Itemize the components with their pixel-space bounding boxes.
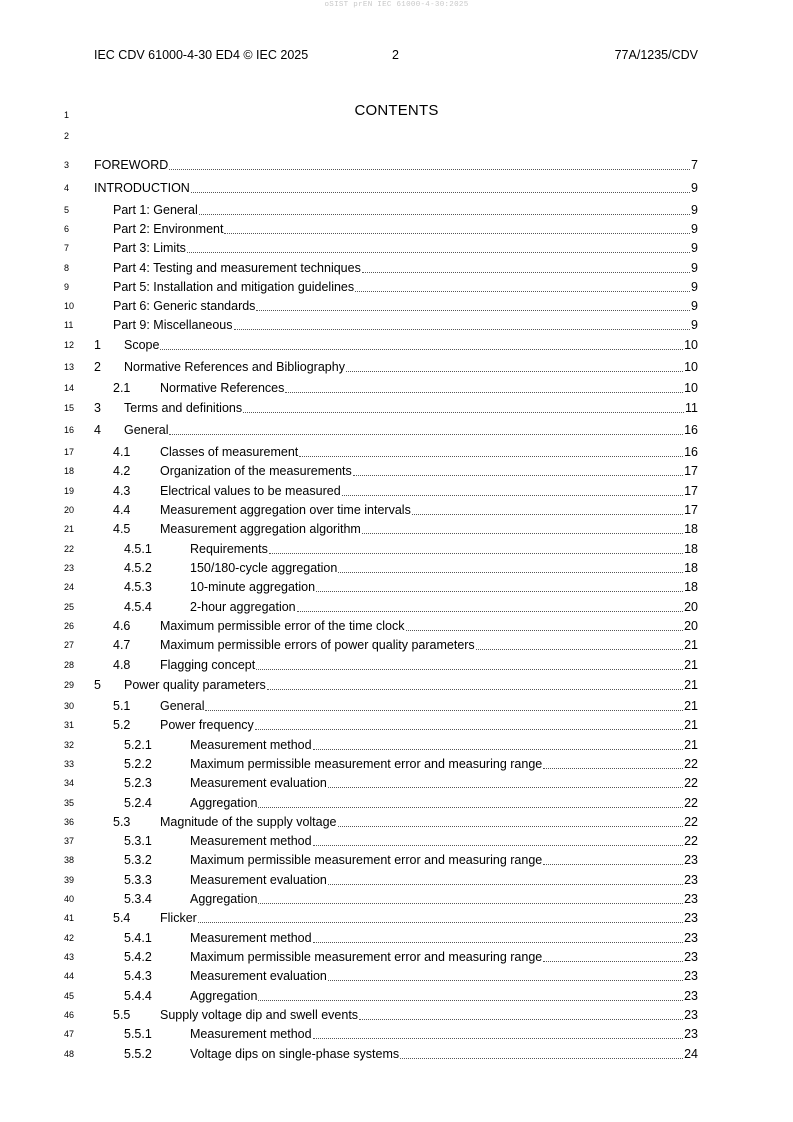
toc-leader-dots: [258, 891, 683, 904]
line-number: 11: [64, 320, 74, 330]
toc-title: Supply voltage dip and swell events: [160, 1008, 359, 1022]
toc-title: Aggregation: [190, 892, 258, 906]
toc-page-number: 17: [684, 503, 698, 517]
toc-page-number: 16: [684, 445, 698, 459]
toc-entry[interactable]: [0, 202, 793, 218]
toc-entry[interactable]: [0, 560, 793, 576]
toc-leader-dots: [267, 677, 683, 690]
line-number: 16: [64, 425, 75, 435]
toc-page-number: 23: [684, 931, 698, 945]
toc-page-number: 22: [684, 796, 698, 810]
toc-entry[interactable]: [0, 1046, 793, 1062]
toc-page-number: 18: [684, 561, 698, 575]
toc-entry[interactable]: [0, 317, 793, 333]
toc-leader-dots: [255, 717, 683, 730]
line-number: 18: [64, 466, 75, 476]
toc-section-number: 1: [94, 338, 101, 352]
toc-section-number: 4.3: [113, 484, 131, 498]
page-title: CONTENTS: [354, 102, 439, 119]
toc-title: Scope: [124, 338, 160, 352]
line-number: 10: [64, 301, 75, 311]
line-number: 34: [64, 778, 75, 788]
toc-entry[interactable]: [0, 930, 793, 946]
toc-entry[interactable]: [0, 891, 793, 907]
line-number: 46: [64, 1010, 75, 1020]
toc-leader-dots: [299, 444, 683, 457]
toc-section-number: 2: [94, 360, 101, 374]
toc-entry[interactable]: [0, 541, 793, 557]
toc-title: 10-minute aggregation: [190, 580, 316, 594]
line-number: 45: [64, 991, 75, 1001]
line-number: 23: [64, 563, 75, 573]
toc-entry[interactable]: [0, 444, 793, 460]
line-number: 4: [64, 183, 70, 193]
toc-entry[interactable]: [0, 833, 793, 849]
toc-leader-dots: [169, 157, 690, 170]
toc-page-number: 20: [684, 600, 698, 614]
toc-section-number: 4.5.4: [124, 600, 152, 614]
toc-section-number: 3: [94, 401, 101, 415]
toc-title: Part 2: Environment: [113, 222, 224, 236]
toc-leader-dots: [362, 260, 690, 273]
toc-entry[interactable]: [0, 157, 793, 173]
toc-page-number: 23: [684, 873, 698, 887]
toc-entry[interactable]: [0, 337, 793, 353]
toc-title: Power quality parameters: [124, 678, 266, 692]
header-reference: 77A/1235/CDV: [614, 48, 698, 62]
toc-page-number: 23: [684, 989, 698, 1003]
toc-title: Maximum permissible measurement error and measuring range: [190, 853, 543, 867]
line-number: 35: [64, 798, 75, 808]
toc-page-number: 18: [684, 580, 698, 594]
toc-entry[interactable]: [0, 599, 793, 615]
toc-leader-dots: [342, 483, 683, 496]
toc-entry[interactable]: [0, 949, 793, 965]
toc-title: Normative References: [160, 381, 285, 395]
line-number: 42: [64, 933, 75, 943]
toc-page-number: 23: [684, 892, 698, 906]
line-number: 27: [64, 640, 75, 650]
toc-page-number: 22: [684, 834, 698, 848]
toc-leader-dots: [316, 579, 683, 592]
toc-title: Part 1: General: [113, 203, 198, 217]
toc-entry[interactable]: [0, 521, 793, 537]
toc-title: Measurement aggregation over time intervals: [160, 503, 411, 517]
toc-entry[interactable]: [0, 180, 793, 196]
toc-title: Normative References and Bibliography: [124, 360, 345, 374]
toc-leader-dots: [313, 930, 684, 943]
toc-leader-dots: [476, 637, 683, 650]
toc-page-number: 22: [684, 815, 698, 829]
toc-page-number: 17: [684, 484, 698, 498]
toc-page-number: 24: [684, 1047, 698, 1061]
toc-leader-dots: [191, 180, 690, 193]
toc-leader-dots: [328, 968, 683, 981]
toc-title: Electrical values to be measured: [160, 484, 341, 498]
header-document-id: IEC CDV 61000-4-30 ED4 © IEC 2025: [94, 48, 309, 62]
toc-title: Organization of the measurements: [160, 464, 352, 478]
toc-section-number: 5.4: [113, 911, 131, 925]
toc-section-number: 5.5: [113, 1008, 131, 1022]
toc-leader-dots: [160, 337, 683, 350]
line-number: 14: [64, 383, 75, 393]
toc-entry[interactable]: [0, 1007, 793, 1023]
toc-section-number: 4.4: [113, 503, 131, 517]
toc-title: Flagging concept: [160, 658, 256, 672]
toc-section-number: 5.1: [113, 699, 131, 713]
toc-entry[interactable]: [0, 988, 793, 1004]
line-number: 41: [64, 913, 75, 923]
toc-section-number: 5.3.1: [124, 834, 152, 848]
toc-title: Measurement evaluation: [190, 969, 327, 983]
watermark: oSIST prEN IEC 61000-4-30:2025: [324, 1, 469, 9]
toc-entry[interactable]: [0, 579, 793, 595]
toc-section-number: 5.4.4: [124, 989, 152, 1003]
line-number: 33: [64, 759, 75, 769]
toc-entry[interactable]: [0, 279, 793, 295]
toc-page-number: 9: [691, 318, 698, 332]
line-number: 30: [64, 701, 75, 711]
toc-title: Part 3: Limits: [113, 241, 186, 255]
toc-title: Part 6: Generic standards: [113, 299, 256, 313]
toc-section-number: 5.3.4: [124, 892, 152, 906]
toc-section-number: 5.3: [113, 815, 131, 829]
toc-leader-dots: [297, 599, 683, 612]
toc-page-number: 10: [684, 360, 698, 374]
toc-title: Measurement method: [190, 834, 312, 848]
toc-page-number: 16: [684, 423, 698, 437]
toc-title: Requirements: [190, 542, 268, 556]
line-number: 7: [64, 243, 70, 253]
toc-section-number: 4.5.1: [124, 542, 152, 556]
toc-entry[interactable]: [0, 221, 793, 237]
toc-section-number: 5.2.2: [124, 757, 152, 771]
toc-title: Part 4: Testing and measurement techniques: [113, 261, 361, 275]
toc-title: Classes of measurement: [160, 445, 299, 459]
toc-page-number: 23: [684, 1027, 698, 1041]
line-number: 38: [64, 855, 75, 865]
toc-title: Maximum permissible measurement error and measuring range: [190, 950, 543, 964]
toc-entry[interactable]: [0, 380, 793, 396]
toc-leader-dots: [198, 910, 683, 923]
toc-title: Power frequency: [160, 718, 254, 732]
line-number: 6: [64, 224, 70, 234]
toc-entry[interactable]: [0, 359, 793, 375]
toc-page-number: 21: [684, 638, 698, 652]
toc-page-number: 17: [684, 464, 698, 478]
toc-page-number: 9: [691, 203, 698, 217]
line-number: 20: [64, 505, 75, 515]
toc-page-number: 23: [684, 853, 698, 867]
toc-entry[interactable]: [0, 618, 793, 634]
toc-entry[interactable]: [0, 502, 793, 518]
toc-title: Measurement method: [190, 931, 312, 945]
toc-page-number: 23: [684, 911, 698, 925]
toc-section-number: 4.1: [113, 445, 131, 459]
line-number: 28: [64, 660, 75, 670]
line-number: 25: [64, 602, 75, 612]
toc-section-number: 4.8: [113, 658, 131, 672]
toc-page-number: 21: [684, 678, 698, 692]
toc-leader-dots: [543, 949, 683, 962]
toc-leader-dots: [313, 833, 684, 846]
toc-entry[interactable]: [0, 298, 793, 314]
toc-page-number: 21: [684, 738, 698, 752]
toc-leader-dots: [313, 737, 684, 750]
toc-section-number: 5.4.2: [124, 950, 152, 964]
toc-section-number: 5.4.3: [124, 969, 152, 983]
toc-title: Magnitude of the supply voltage: [160, 815, 337, 829]
toc-section-number: 4.5: [113, 522, 131, 536]
toc-entry[interactable]: [0, 637, 793, 653]
toc-section-number: 5.3.3: [124, 873, 152, 887]
toc-title: Measurement method: [190, 738, 312, 752]
toc-page-number: 18: [684, 542, 698, 556]
toc-section-number: 5.2.1: [124, 738, 152, 752]
line-number: 29: [64, 680, 75, 690]
toc-entry[interactable]: [0, 422, 793, 438]
line-number: 44: [64, 971, 75, 981]
line-number: 9: [64, 282, 70, 292]
toc-entry[interactable]: [0, 400, 793, 416]
toc-title: 150/180-cycle aggregation: [190, 561, 338, 575]
toc-entry[interactable]: [0, 698, 793, 714]
toc-title: FOREWORD: [94, 158, 169, 172]
toc-page-number: 9: [691, 280, 698, 294]
toc-section-number: 4.6: [113, 619, 131, 633]
toc-entry[interactable]: [0, 483, 793, 499]
toc-section-number: 5.4.1: [124, 931, 152, 945]
toc-page-number: 18: [684, 522, 698, 536]
line-number: 37: [64, 836, 75, 846]
line-number: 31: [64, 720, 75, 730]
toc-title: Maximum permissible error of the time clock: [160, 619, 405, 633]
toc-leader-dots: [256, 298, 690, 311]
toc-leader-dots: [543, 852, 683, 865]
toc-entry[interactable]: [0, 463, 793, 479]
toc-section-number: 5.5.2: [124, 1047, 152, 1061]
toc-title: General: [124, 423, 169, 437]
toc-title: Measurement aggregation algorithm: [160, 522, 361, 536]
toc-leader-dots: [362, 521, 683, 534]
toc-leader-dots: [346, 359, 683, 372]
toc-leader-dots: [187, 240, 690, 253]
toc-page-number: 9: [691, 261, 698, 275]
toc-page-number: 23: [684, 969, 698, 983]
toc-entry[interactable]: [0, 737, 793, 753]
toc-title: Maximum permissible measurement error and measuring range: [190, 757, 543, 771]
toc-section-number: 4.2: [113, 464, 131, 478]
line-number: 43: [64, 952, 75, 962]
toc-leader-dots: [328, 775, 683, 788]
line-number: 22: [64, 544, 75, 554]
toc-entry[interactable]: [0, 260, 793, 276]
toc-title: INTRODUCTION: [94, 181, 190, 195]
toc-page-number: 11: [685, 401, 698, 415]
line-number: 36: [64, 817, 75, 827]
toc-leader-dots: [258, 795, 683, 808]
line-number: 15: [64, 403, 75, 413]
toc-leader-dots: [338, 560, 683, 573]
toc-title: General: [160, 699, 205, 713]
toc-entry[interactable]: [0, 968, 793, 984]
toc-entry[interactable]: [0, 240, 793, 256]
toc-title: Terms and definitions: [124, 401, 243, 415]
line-number: 1: [64, 110, 70, 120]
toc-leader-dots: [285, 380, 683, 393]
toc-leader-dots: [256, 657, 683, 670]
toc-section-number: 4: [94, 423, 101, 437]
toc-section-number: 5.2: [113, 718, 131, 732]
toc-entry[interactable]: [0, 756, 793, 772]
toc-entry[interactable]: [0, 872, 793, 888]
toc-page-number: 9: [691, 241, 698, 255]
line-number: 19: [64, 486, 75, 496]
toc-section-number: 4.7: [113, 638, 131, 652]
line-number: 12: [64, 340, 75, 350]
toc-section-number: 4.5.2: [124, 561, 152, 575]
toc-leader-dots: [269, 541, 683, 554]
toc-section-number: 4.5.3: [124, 580, 152, 594]
toc-entry[interactable]: [0, 910, 793, 926]
toc-section-number: 5.3.2: [124, 853, 152, 867]
toc-title: 2-hour aggregation: [190, 600, 296, 614]
toc-section-number: 5.5.1: [124, 1027, 152, 1041]
toc-section-number: 2.1: [113, 381, 131, 395]
toc-leader-dots: [355, 279, 690, 292]
toc-title: Measurement evaluation: [190, 873, 327, 887]
toc-title: Flicker: [160, 911, 197, 925]
toc-title: Measurement method: [190, 1027, 312, 1041]
toc-title: Aggregation: [190, 989, 258, 1003]
line-number: 39: [64, 875, 75, 885]
toc-page-number: 9: [691, 299, 698, 313]
toc-page-number: 21: [684, 699, 698, 713]
toc-leader-dots: [234, 317, 691, 330]
toc-entry[interactable]: [0, 717, 793, 733]
toc-leader-dots: [338, 814, 684, 827]
toc-entry[interactable]: [0, 677, 793, 693]
toc-title: Part 5: Installation and mitigation guidelines: [113, 280, 355, 294]
toc-entry[interactable]: [0, 657, 793, 673]
toc-leader-dots: [199, 202, 690, 215]
toc-leader-dots: [400, 1046, 683, 1059]
toc-title: Aggregation: [190, 796, 258, 810]
toc-leader-dots: [412, 502, 683, 515]
line-number: 24: [64, 582, 75, 592]
line-number: 3: [64, 160, 70, 170]
toc-page-number: 9: [691, 222, 698, 236]
toc-entry[interactable]: [0, 775, 793, 791]
toc-page-number: 10: [684, 381, 698, 395]
toc-leader-dots: [205, 698, 683, 711]
line-number: 26: [64, 621, 75, 631]
toc-leader-dots: [258, 988, 683, 1001]
toc-leader-dots: [328, 872, 683, 885]
toc-title: Measurement evaluation: [190, 776, 327, 790]
toc-page-number: 21: [684, 658, 698, 672]
toc-leader-dots: [313, 1026, 684, 1039]
toc-title: Part 9: Miscellaneous: [113, 318, 233, 332]
toc-section-number: 5.2.3: [124, 776, 152, 790]
toc-leader-dots: [243, 400, 684, 413]
line-number: 47: [64, 1029, 75, 1039]
line-number: 8: [64, 263, 70, 273]
line-number: 32: [64, 740, 75, 750]
toc-entry[interactable]: [0, 1026, 793, 1042]
toc-entry[interactable]: [0, 852, 793, 868]
toc-leader-dots: [406, 618, 684, 631]
toc-section-number: 5.2.4: [124, 796, 152, 810]
toc-page-number: 10: [684, 338, 698, 352]
toc-page-number: 20: [684, 619, 698, 633]
toc-leader-dots: [359, 1007, 683, 1020]
toc-page-number: 9: [691, 181, 698, 195]
line-number: 5: [64, 205, 70, 215]
line-number: 2: [64, 131, 70, 141]
line-number: 40: [64, 894, 75, 904]
toc-page-number: 21: [684, 718, 698, 732]
toc-title: Maximum permissible errors of power quality parameters: [160, 638, 475, 652]
line-number: 48: [64, 1049, 75, 1059]
toc-page-number: 7: [691, 158, 698, 172]
toc-title: Voltage dips on single-phase systems: [190, 1047, 400, 1061]
line-number: 21: [64, 524, 75, 534]
toc-leader-dots: [169, 422, 683, 435]
toc-leader-dots: [543, 756, 683, 769]
toc-entry[interactable]: [0, 795, 793, 811]
toc-page-number: 22: [684, 776, 698, 790]
toc-section-number: 5: [94, 678, 101, 692]
toc-leader-dots: [353, 463, 683, 476]
line-number: 13: [64, 362, 75, 372]
header-page-number: 2: [392, 48, 399, 62]
toc-page-number: 23: [684, 1008, 698, 1022]
toc-page-number: 23: [684, 950, 698, 964]
toc-entry[interactable]: [0, 814, 793, 830]
toc-page-number: 22: [684, 757, 698, 771]
toc-leader-dots: [224, 221, 690, 234]
line-number: 17: [64, 447, 75, 457]
